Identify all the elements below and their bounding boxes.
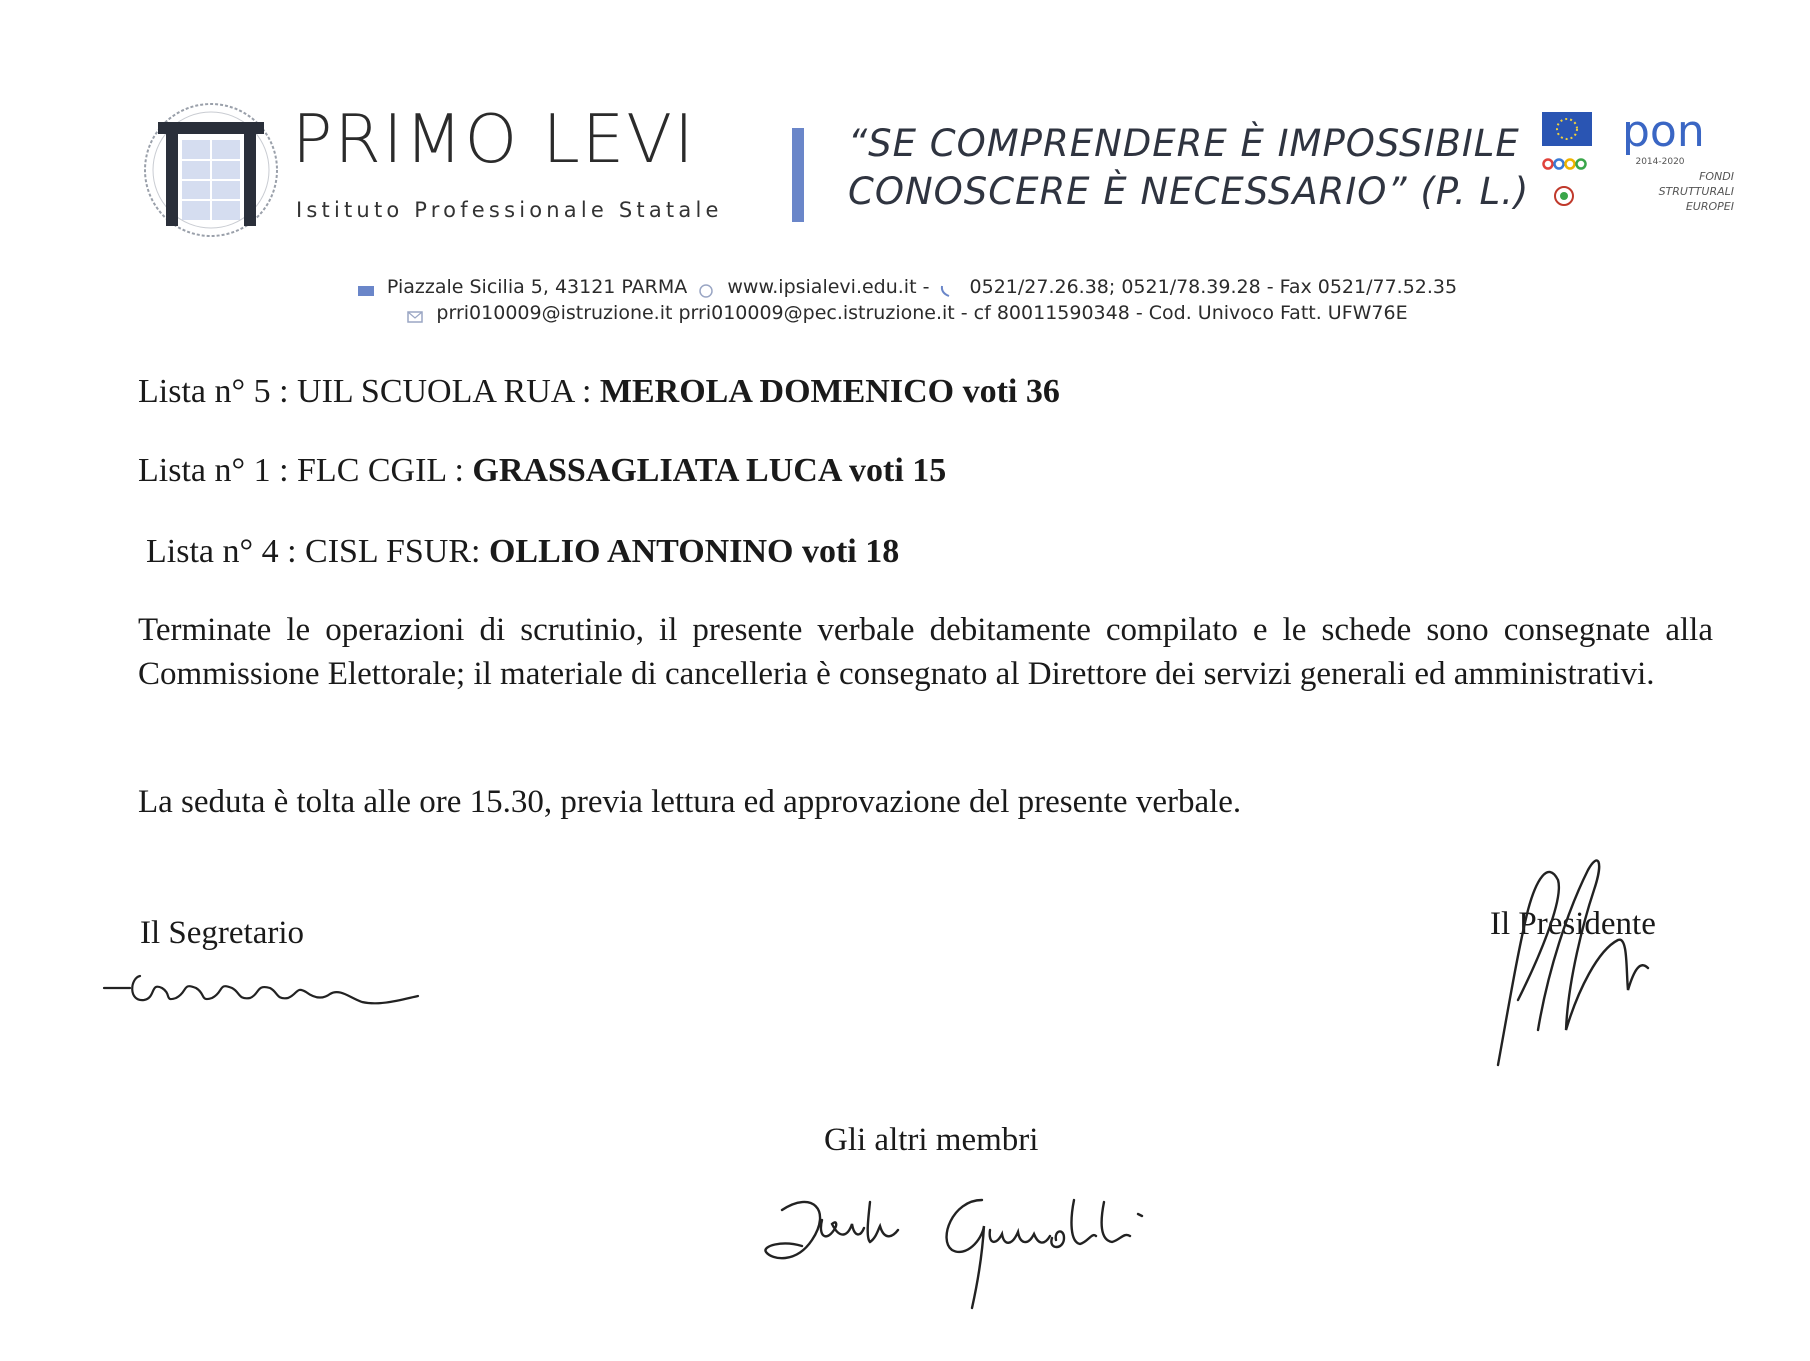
brand-name: PRIMO LEVI — [292, 100, 696, 178]
mail-icon — [406, 307, 424, 321]
location-icon — [357, 281, 375, 295]
pon-logo-text: pon — [1622, 106, 1705, 157]
header-divider — [792, 128, 804, 222]
pon-sub-2: STRUTTURALI — [1658, 185, 1734, 198]
phone-numbers: 0521/27.26.38; 0521/78.39.28 - Fax 0521/77.52.35 — [969, 276, 1458, 298]
secretary-signature — [100, 958, 420, 1028]
address-text: Piazzale Sicilia 5, 43121 PARMA — [386, 276, 688, 298]
pon-sub-3: EUROPEI — [1685, 200, 1734, 213]
pon-rings-icon — [1544, 160, 1586, 169]
school-motto — [848, 120, 1529, 216]
pon-sub-1: FONDI — [1699, 170, 1734, 183]
brand-subtitle: Istituto Professionale Statale — [296, 198, 723, 222]
members-signature — [752, 1180, 1152, 1310]
list-prefix: Lista n° 1 : FLC CGIL : — [138, 452, 473, 489]
members-label: Gli altri membri — [824, 1122, 1039, 1158]
list-result-1 — [138, 373, 1060, 411]
italian-republic-emblem-icon — [1555, 187, 1573, 205]
school-logo-emblem — [138, 100, 284, 240]
motto-line-2: CONOSCERE È NECESSARIO” (P. L.) — [848, 170, 1530, 213]
list-candidate: OLLIO ANTONINO voti 18 — [488, 533, 900, 570]
president-signature — [1478, 850, 1678, 1070]
list-candidate: MEROLA DOMENICO voti 36 — [599, 373, 1060, 410]
list-prefix: Lista n° 4 : CISL FSUR: — [146, 533, 489, 570]
contacts-line-1 — [0, 276, 1810, 298]
list-result-2 — [138, 452, 946, 490]
pon-year: 2014-2020 — [1635, 157, 1685, 167]
session-paragraph: La seduta è tolta alle ore 15.30, previa lettura ed approvazione del presente verbale. — [138, 784, 1242, 820]
email-addresses[interactable]: prri010009@istruzione.it prri010009@pec.istruzione.it - — [436, 302, 968, 324]
eu-flag-icon — [1542, 112, 1592, 146]
fiscal-codes: cf 80011590348 - Cod. Univoco Fatt. UFW76E — [973, 302, 1408, 324]
eu-funding-logos — [1540, 104, 1740, 224]
motto-line-1: “SE COMPRENDERE È IMPOSSIBILE — [848, 122, 1520, 165]
list-result-3 — [146, 533, 899, 571]
list-prefix: Lista n° 5 : UIL SCUOLA RUA : — [138, 373, 600, 410]
globe-icon — [697, 281, 715, 295]
closing-paragraph: Terminate le operazioni di scrutinio, il presente verbale debitamente compilato e le schede sono consegnate alla Commissione Elettorale; il materiale di cancelleria è consegnato al Direttore dei servizi generali ed amministrativi. — [138, 612, 1713, 692]
secretary-label: Il Segretario — [140, 915, 305, 951]
contacts-line-2 — [0, 302, 1810, 324]
phone-icon — [939, 281, 957, 295]
president-label: Il Presidente — [1490, 906, 1656, 942]
list-candidate: GRASSAGLIATA LUCA voti 15 — [472, 452, 947, 489]
website-link[interactable]: www.ipsialevi.edu.it - — [727, 276, 930, 298]
